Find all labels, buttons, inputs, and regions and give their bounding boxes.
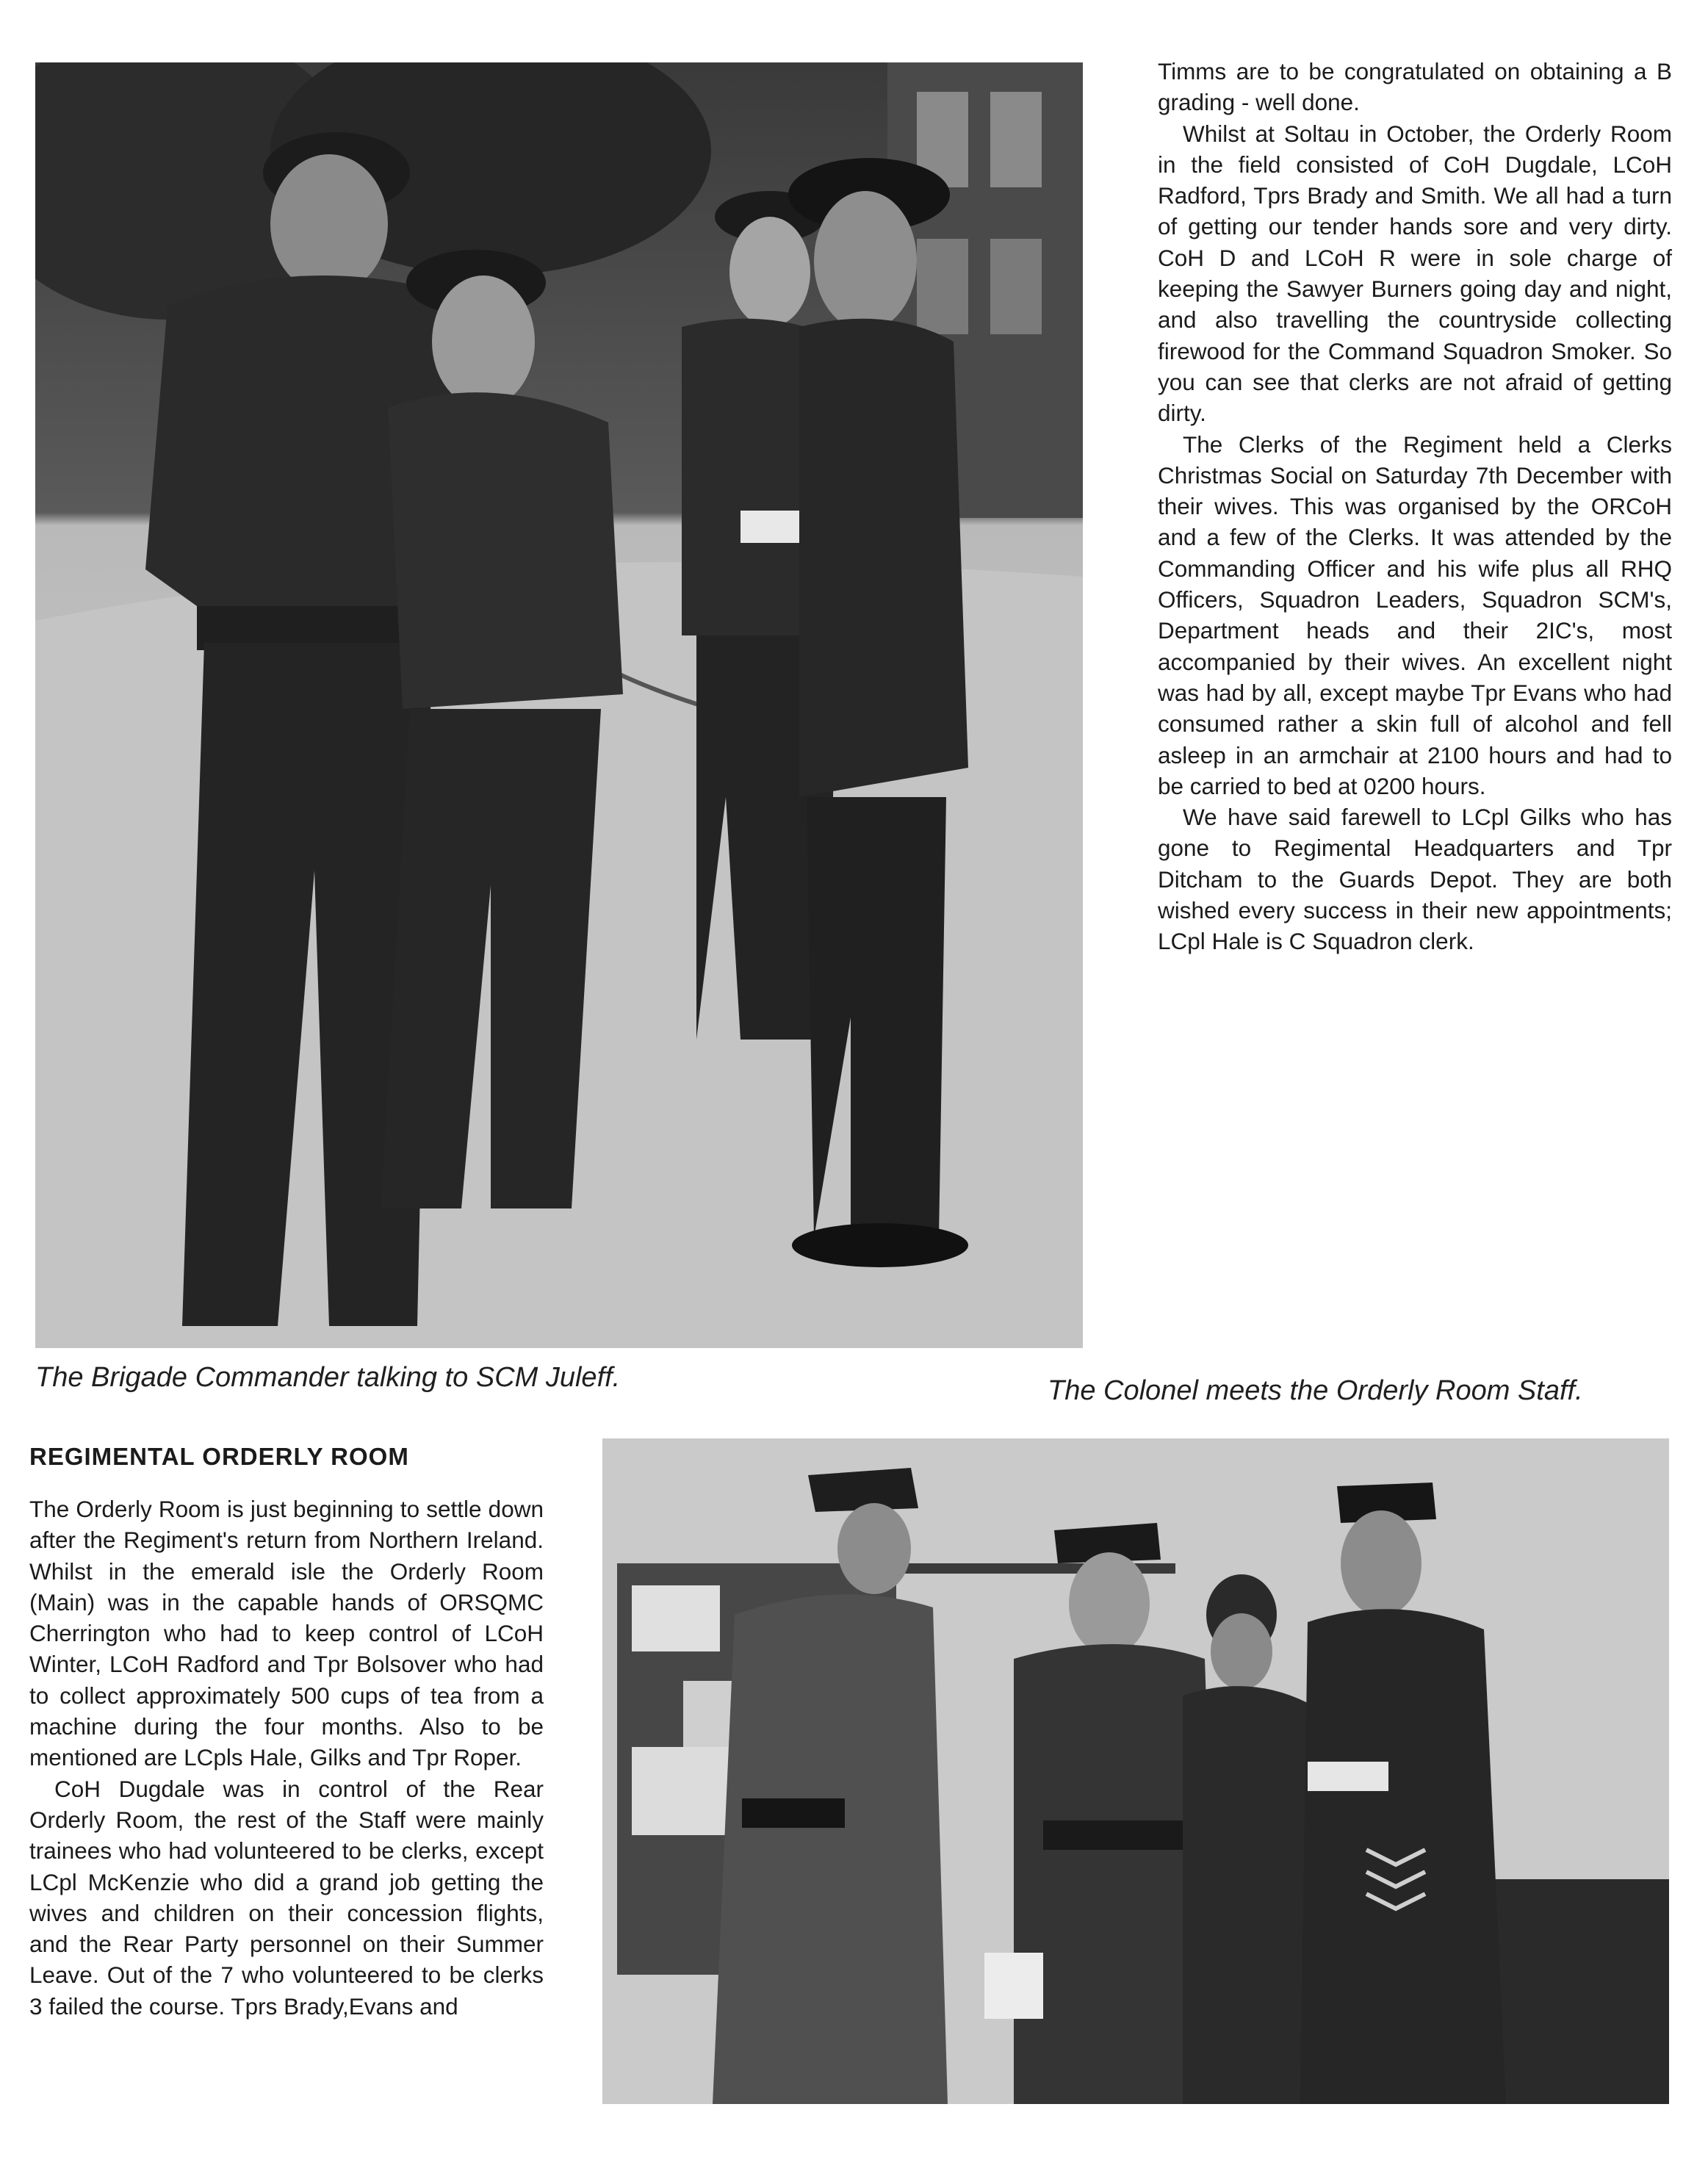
caption-bottom-photo: The Colonel meets the Orderly Room Staff. [1048, 1375, 1583, 1406]
section-heading: REGIMENTAL ORDERLY ROOM [29, 1443, 409, 1470]
paragraph: Whilst at Soltau in October, the Orderly Room in the field consisted of CoH Dugdale, LCoH Radford, Tprs Brady and Smith. We all had a turn of getting our tender hands sore and very dirty. CoH D and LCoH R were in sole charge of keeping the Sawyer Burners going day and night, and also travelling the countryside collecting firewood for the Command Squadron Smoker. So you can see that clerks are not afraid of getting dirty. [1158, 120, 1672, 427]
photo-brigade-commander [35, 62, 1083, 1348]
photo-brigade-commander-image [35, 62, 1083, 1348]
paragraph: CoH Dugdale was in control of the Rear Orderly Room, the rest of the Staff were mainly trainees who had volunteered to be clerks, except LCpl McKenzie who did a grand job getting the wives and children on their concession flights, and the Rear Party personnel on their Summer Leave. Out of the 7 who volunteered to be clerks 3 failed the course. Tprs Brady,Evans and [29, 1775, 544, 2020]
paragraph: Timms are to be congratulated on obtaining a B grading - well done. [1158, 58, 1672, 116]
paragraph: The Clerks of the Regiment held a Clerks Christmas Social on Saturday 7th December with their wives. This was organised by the ORCoH and a few of the Clerks. It was attended by the Commanding Officer and his wife plus all RHQ Officers, Squadron Leaders, Squadron SCM's, Department heads and their 2IC's, most accompanied by their wives. An excellent night was had by all, except maybe Tpr Evans who had consumed rather a skin full of alcohol and fell asleep in an armchair at 2100 hours and had to be carried to bed at 0200 hours. [1158, 431, 1672, 799]
left-column-text [29, 1494, 544, 2022]
photo-orderly-room-staff-image [602, 1438, 1669, 2104]
paragraph: We have said farewell to LCpl Gilks who has gone to Regimental Headquarters and Tpr Ditcham to the Guards Depot. They are both wished every success in their new appointments; LCpl Hale is C Squadron clerk. [1158, 804, 1672, 955]
caption-top-photo: The Brigade Commander talking to SCM Juleff. [35, 1362, 621, 1393]
right-column-text [1158, 56, 1672, 957]
paragraph: The Orderly Room is just beginning to settle down after the Regiment's return from Northern Ireland. Whilst in the emerald isle the Orderly Room (Main) was in the capable hands of ORSQMC Cherrington who had to keep control of LCoH Winter, LCoH Radford and Tpr Bolsover who had to collect approximately 500 cups of tea from a machine during the four months. Also to be mentioned are LCpls Hale, Gilks and Tpr Roper. [29, 1496, 544, 1771]
photo-orderly-room-staff [602, 1438, 1669, 2104]
